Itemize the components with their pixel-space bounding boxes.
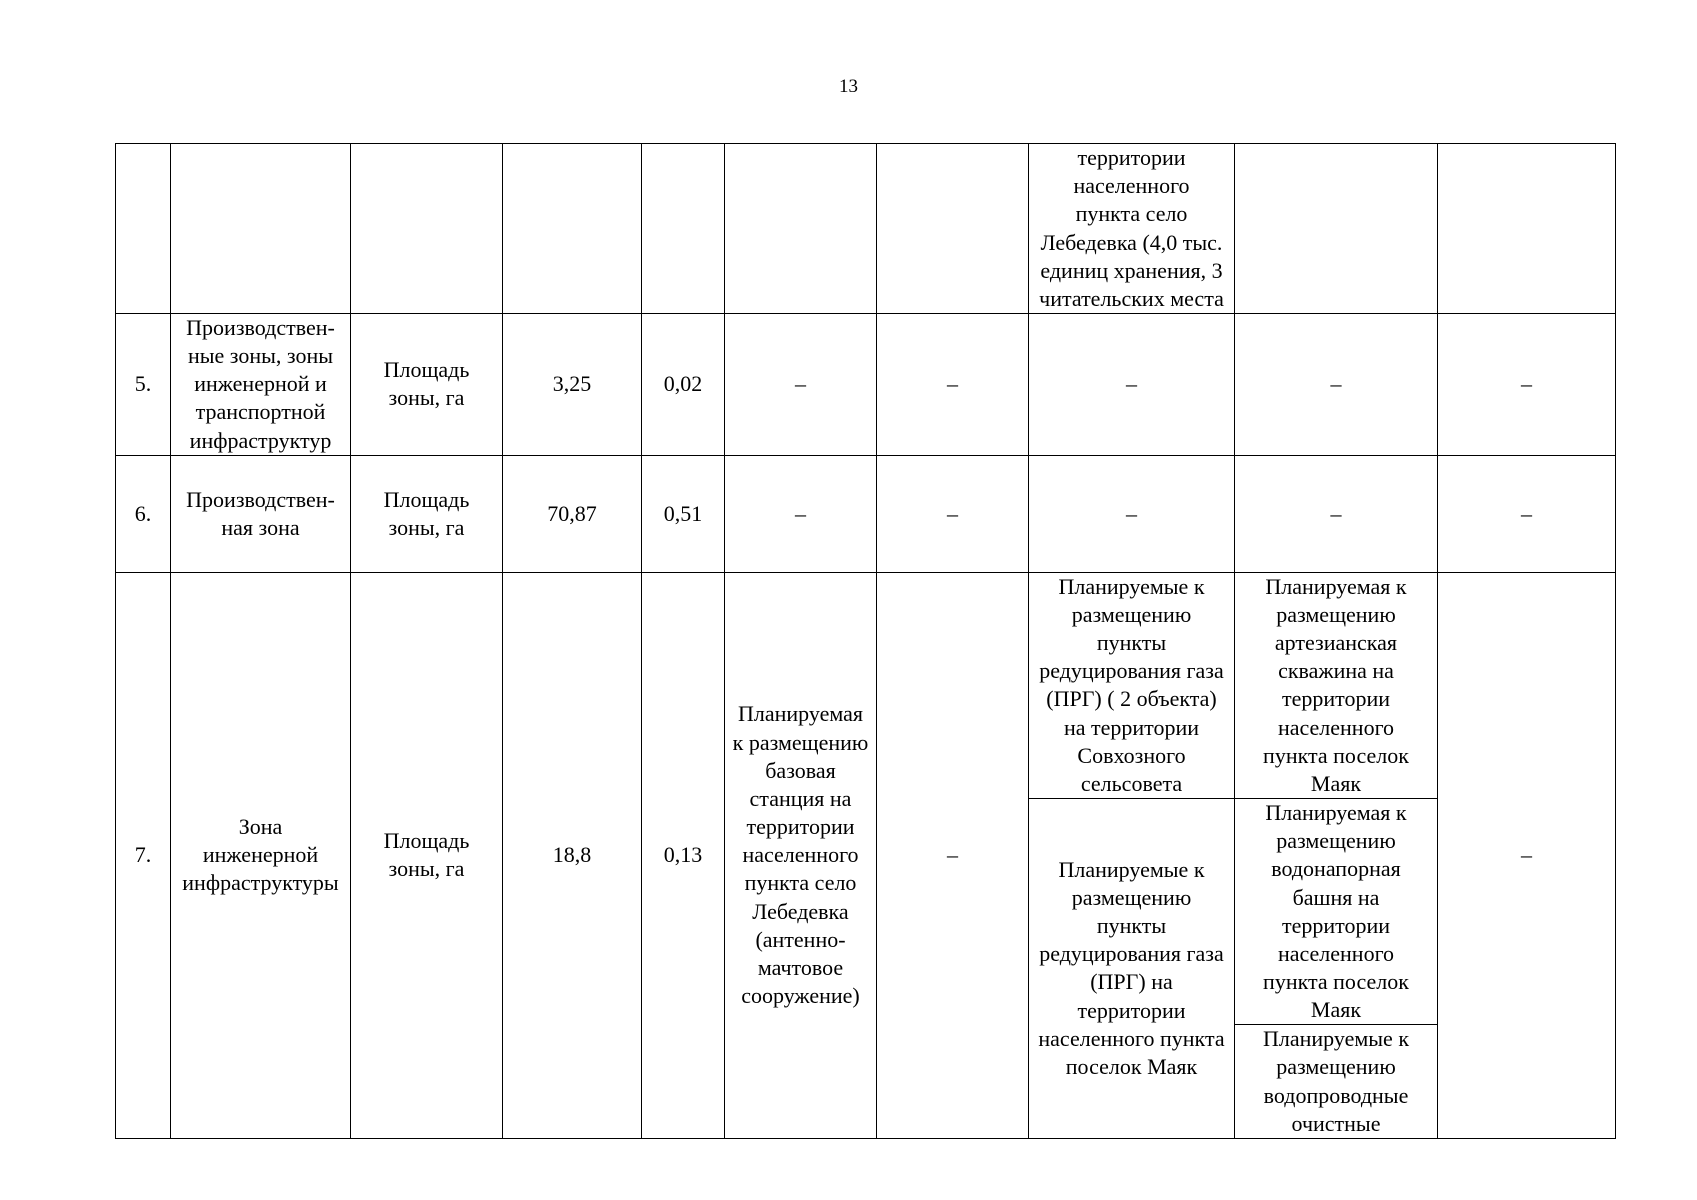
text-line: Планируемая к	[1265, 800, 1407, 826]
text-line: размещению	[1071, 601, 1192, 627]
cell-dash: –	[1235, 314, 1438, 456]
text-line: Планируемые к	[1058, 573, 1205, 599]
text-line: водонапорная	[1271, 856, 1401, 882]
continuation-text-cell	[1029, 144, 1235, 314]
text-line: на территории	[1063, 714, 1200, 740]
value-a: 18,8	[503, 572, 642, 1138]
zone-name	[171, 572, 351, 1138]
text-line: пункта село	[1075, 201, 1188, 227]
planned-gas-points-sovkhoz	[1029, 572, 1235, 798]
cell-dash: –	[877, 455, 1029, 572]
text-line: Производствен-	[186, 315, 335, 340]
text-line: Лебедевка (4,0 тыс.	[1040, 229, 1223, 255]
cell-dash: –	[725, 314, 877, 456]
text-line: пункта поселок	[1263, 742, 1409, 768]
text-line: пункты	[1096, 913, 1167, 939]
text-line: Маяк	[1310, 997, 1362, 1023]
cell-dash: –	[1029, 314, 1235, 456]
text-line: населенного пункта	[1038, 1025, 1225, 1051]
indicator	[351, 314, 503, 456]
text-line: зоны, га	[388, 385, 465, 411]
table-row	[116, 455, 1616, 572]
cell-dash: –	[1438, 314, 1616, 456]
text-line: Планируемые к	[1058, 856, 1205, 882]
table-row-continuation	[116, 144, 1616, 314]
text-line: ные зоны, зоны	[187, 343, 334, 369]
text-line: размещению	[1276, 1054, 1396, 1080]
cell-dash: –	[725, 455, 877, 572]
text-line: территории	[1077, 997, 1186, 1023]
text-line: Производствен-	[186, 486, 335, 512]
text-line: (ПРГ) ( 2 объекта)	[1046, 686, 1217, 712]
page-number: 13	[839, 76, 858, 97]
text-line: башня на	[1292, 884, 1380, 910]
text-line: мачтовое	[757, 954, 844, 980]
cell-dash: –	[877, 314, 1029, 456]
text-line: (антенно-	[755, 926, 846, 952]
value-a: 3,25	[503, 314, 642, 456]
text-line: к размещению	[732, 729, 869, 755]
zone-name	[171, 314, 351, 456]
text-line: Лебедевка	[752, 898, 849, 924]
table-row	[116, 572, 1616, 798]
text-line: населенного	[1277, 940, 1395, 966]
cell-empty	[877, 144, 1029, 314]
text-line: инженерной и	[194, 371, 327, 397]
cell-dash: –	[1235, 455, 1438, 572]
text-line: Площадь	[383, 486, 470, 512]
table-row	[116, 314, 1616, 456]
value-b: 0,02	[642, 314, 725, 456]
value-b: 0,51	[642, 455, 725, 572]
text-line: размещению	[1276, 601, 1396, 627]
text-line: Планируемая к	[1265, 573, 1407, 599]
planned-gas-points-mayak	[1029, 799, 1235, 1139]
text-line: инженерной	[202, 842, 319, 868]
indicator	[351, 455, 503, 572]
text-line: размещению	[1276, 828, 1396, 854]
cell-empty	[503, 144, 642, 314]
text-line: пункта поселок	[1263, 968, 1409, 994]
text-line: территории	[1281, 686, 1391, 712]
text-line: транспортной	[195, 399, 326, 425]
text-line: населенного	[742, 842, 859, 868]
text-line: территории	[1077, 145, 1186, 171]
cell-dash: –	[1438, 455, 1616, 572]
text-line: инфраструктур	[189, 427, 332, 453]
text-line: размещению	[1071, 885, 1192, 910]
value-a: 70,87	[503, 455, 642, 572]
text-line: артезианская	[1274, 630, 1398, 656]
text-line: ная зона	[221, 514, 300, 540]
row-number: 5.	[116, 314, 171, 456]
cell-dash: –	[1438, 572, 1616, 1138]
cell-empty	[1438, 144, 1616, 314]
row-number: 7.	[116, 572, 171, 1138]
planned-water-treatment	[1235, 1025, 1438, 1139]
text-line: (ПРГ) на	[1090, 969, 1173, 995]
text-line: зоны, га	[388, 514, 465, 540]
text-line: единиц хранения, 3	[1040, 257, 1223, 283]
text-line: пункта село	[744, 870, 857, 896]
text-line: Планируемые к	[1262, 1026, 1410, 1052]
text-line: зоны, га	[388, 856, 465, 882]
indicator	[351, 572, 503, 1138]
text-line: пункты	[1096, 630, 1167, 656]
row-number: 6.	[116, 455, 171, 572]
text-line: скважина на	[1278, 658, 1394, 684]
cell-empty	[725, 144, 877, 314]
text-line: территории	[746, 814, 855, 840]
text-line: Совхозного	[1077, 742, 1186, 768]
planned-water-tower	[1235, 799, 1438, 1025]
cell-empty	[171, 144, 351, 314]
text-line: Маяк	[1310, 770, 1362, 796]
text-line: водопроводные	[1263, 1082, 1409, 1108]
text-line: Планируемая	[737, 701, 864, 727]
text-line: базовая	[765, 757, 836, 783]
text-line: редуцирования газа	[1039, 658, 1224, 684]
value-b: 0,13	[642, 572, 725, 1138]
text-line: Площадь	[383, 357, 470, 383]
cell-empty	[642, 144, 725, 314]
text-line: читательских места	[1039, 285, 1224, 311]
text-line: инфраструктуры	[182, 870, 339, 896]
cell-empty	[116, 144, 171, 314]
text-line: станция на	[749, 785, 852, 811]
text-line: сооружение)	[741, 983, 860, 1009]
text-line: населенного	[1277, 714, 1395, 740]
text-line: населенного	[1073, 173, 1190, 199]
cell-dash: –	[1029, 455, 1235, 572]
planned-base-station	[725, 572, 877, 1138]
text-line: очистные	[1291, 1110, 1381, 1136]
planned-artesian-well	[1235, 572, 1438, 798]
zone-name	[171, 455, 351, 572]
zones-table	[115, 143, 1616, 1139]
text-line: поселок Маяк	[1065, 1053, 1198, 1079]
cell-dash: –	[877, 572, 1029, 1138]
cell-empty	[351, 144, 503, 314]
text-line: сельсовета	[1080, 770, 1183, 796]
text-line: территории	[1281, 912, 1391, 938]
text-line: Площадь	[383, 828, 470, 854]
text-line: редуцирования газа	[1039, 941, 1224, 967]
text-line: Зона	[238, 814, 283, 840]
cell-empty	[1235, 144, 1438, 314]
